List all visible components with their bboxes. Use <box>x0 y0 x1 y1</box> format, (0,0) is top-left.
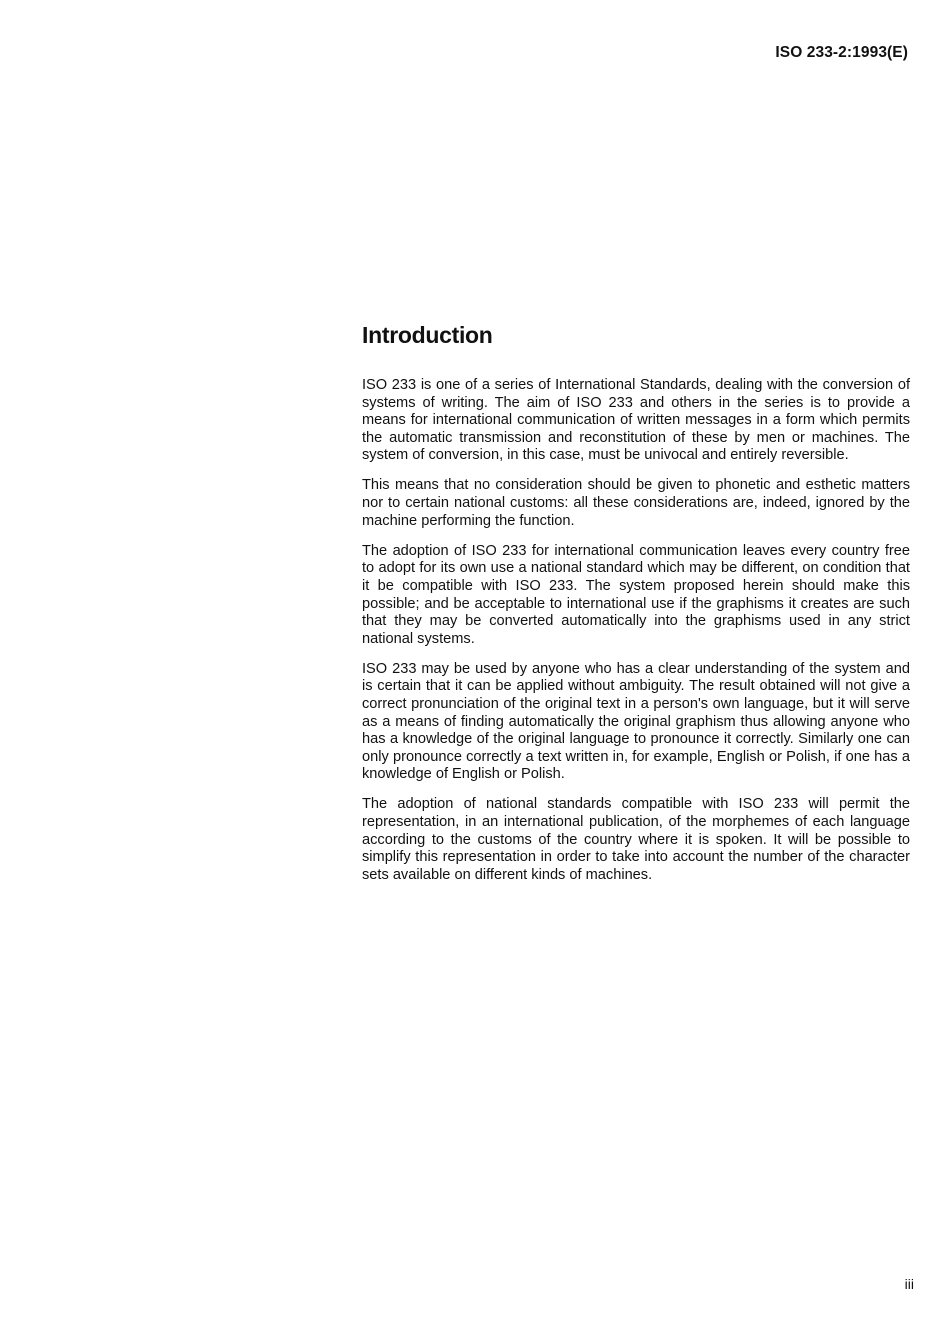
section-title: Introduction <box>362 322 493 348</box>
introduction-section <box>362 322 910 897</box>
paragraph-2: This means that no consideration should be given to phonetic and esthetic matters nor to certain national customs: all these considerations are, indeed, ignored by the machine performing the function. <box>362 477 910 529</box>
paragraph-3: The adoption of ISO 233 for international communication leaves every country free to adopt for its own use a national standard which may be different, on condition that it be compatible with ISO 233. The system proposed herein should make this possible; and be acceptable to international use if the graphisms it creates are such that they may be converted automatically into the graphisms used in any strict national systems. <box>362 542 910 647</box>
paragraph-4: ISO 233 may be used by anyone who has a clear understanding of the system and is certain that it can be applied without ambiguity. The result obtained will not give a correct pronunciation of the original text in a person's own language, but it will serve as a means of finding automatically the original graphism thus allowing anyone who has a knowledge of the original language to pronounce it correctly. Similarly one can only pronounce correctly a text written in, for example, English or Polish, if one has a knowledge of English or Polish. <box>362 660 910 783</box>
document-reference: ISO 233-2:1993(E) <box>775 44 908 61</box>
paragraph-1: ISO 233 is one of a series of International Standards, dealing with the conversion of systems of writing. The aim of ISO 233 and others in the series is to provide a means for international communication of written messages in a form which permits the automatic transmission and reconstitution of these by men or machines. The system of conversion, in this case, must be univocal and entirely reversible. <box>362 377 910 464</box>
paragraph-5: The adoption of national standards compatible with ISO 233 will permit the representation, in an international publication, of the morphemes of each language according to the customs of the country where it is spoken. It will be possible to simplify this representation in order to take into account the number of the character sets available on different kinds of machines. <box>362 796 910 883</box>
page-number: iii <box>904 1276 914 1292</box>
